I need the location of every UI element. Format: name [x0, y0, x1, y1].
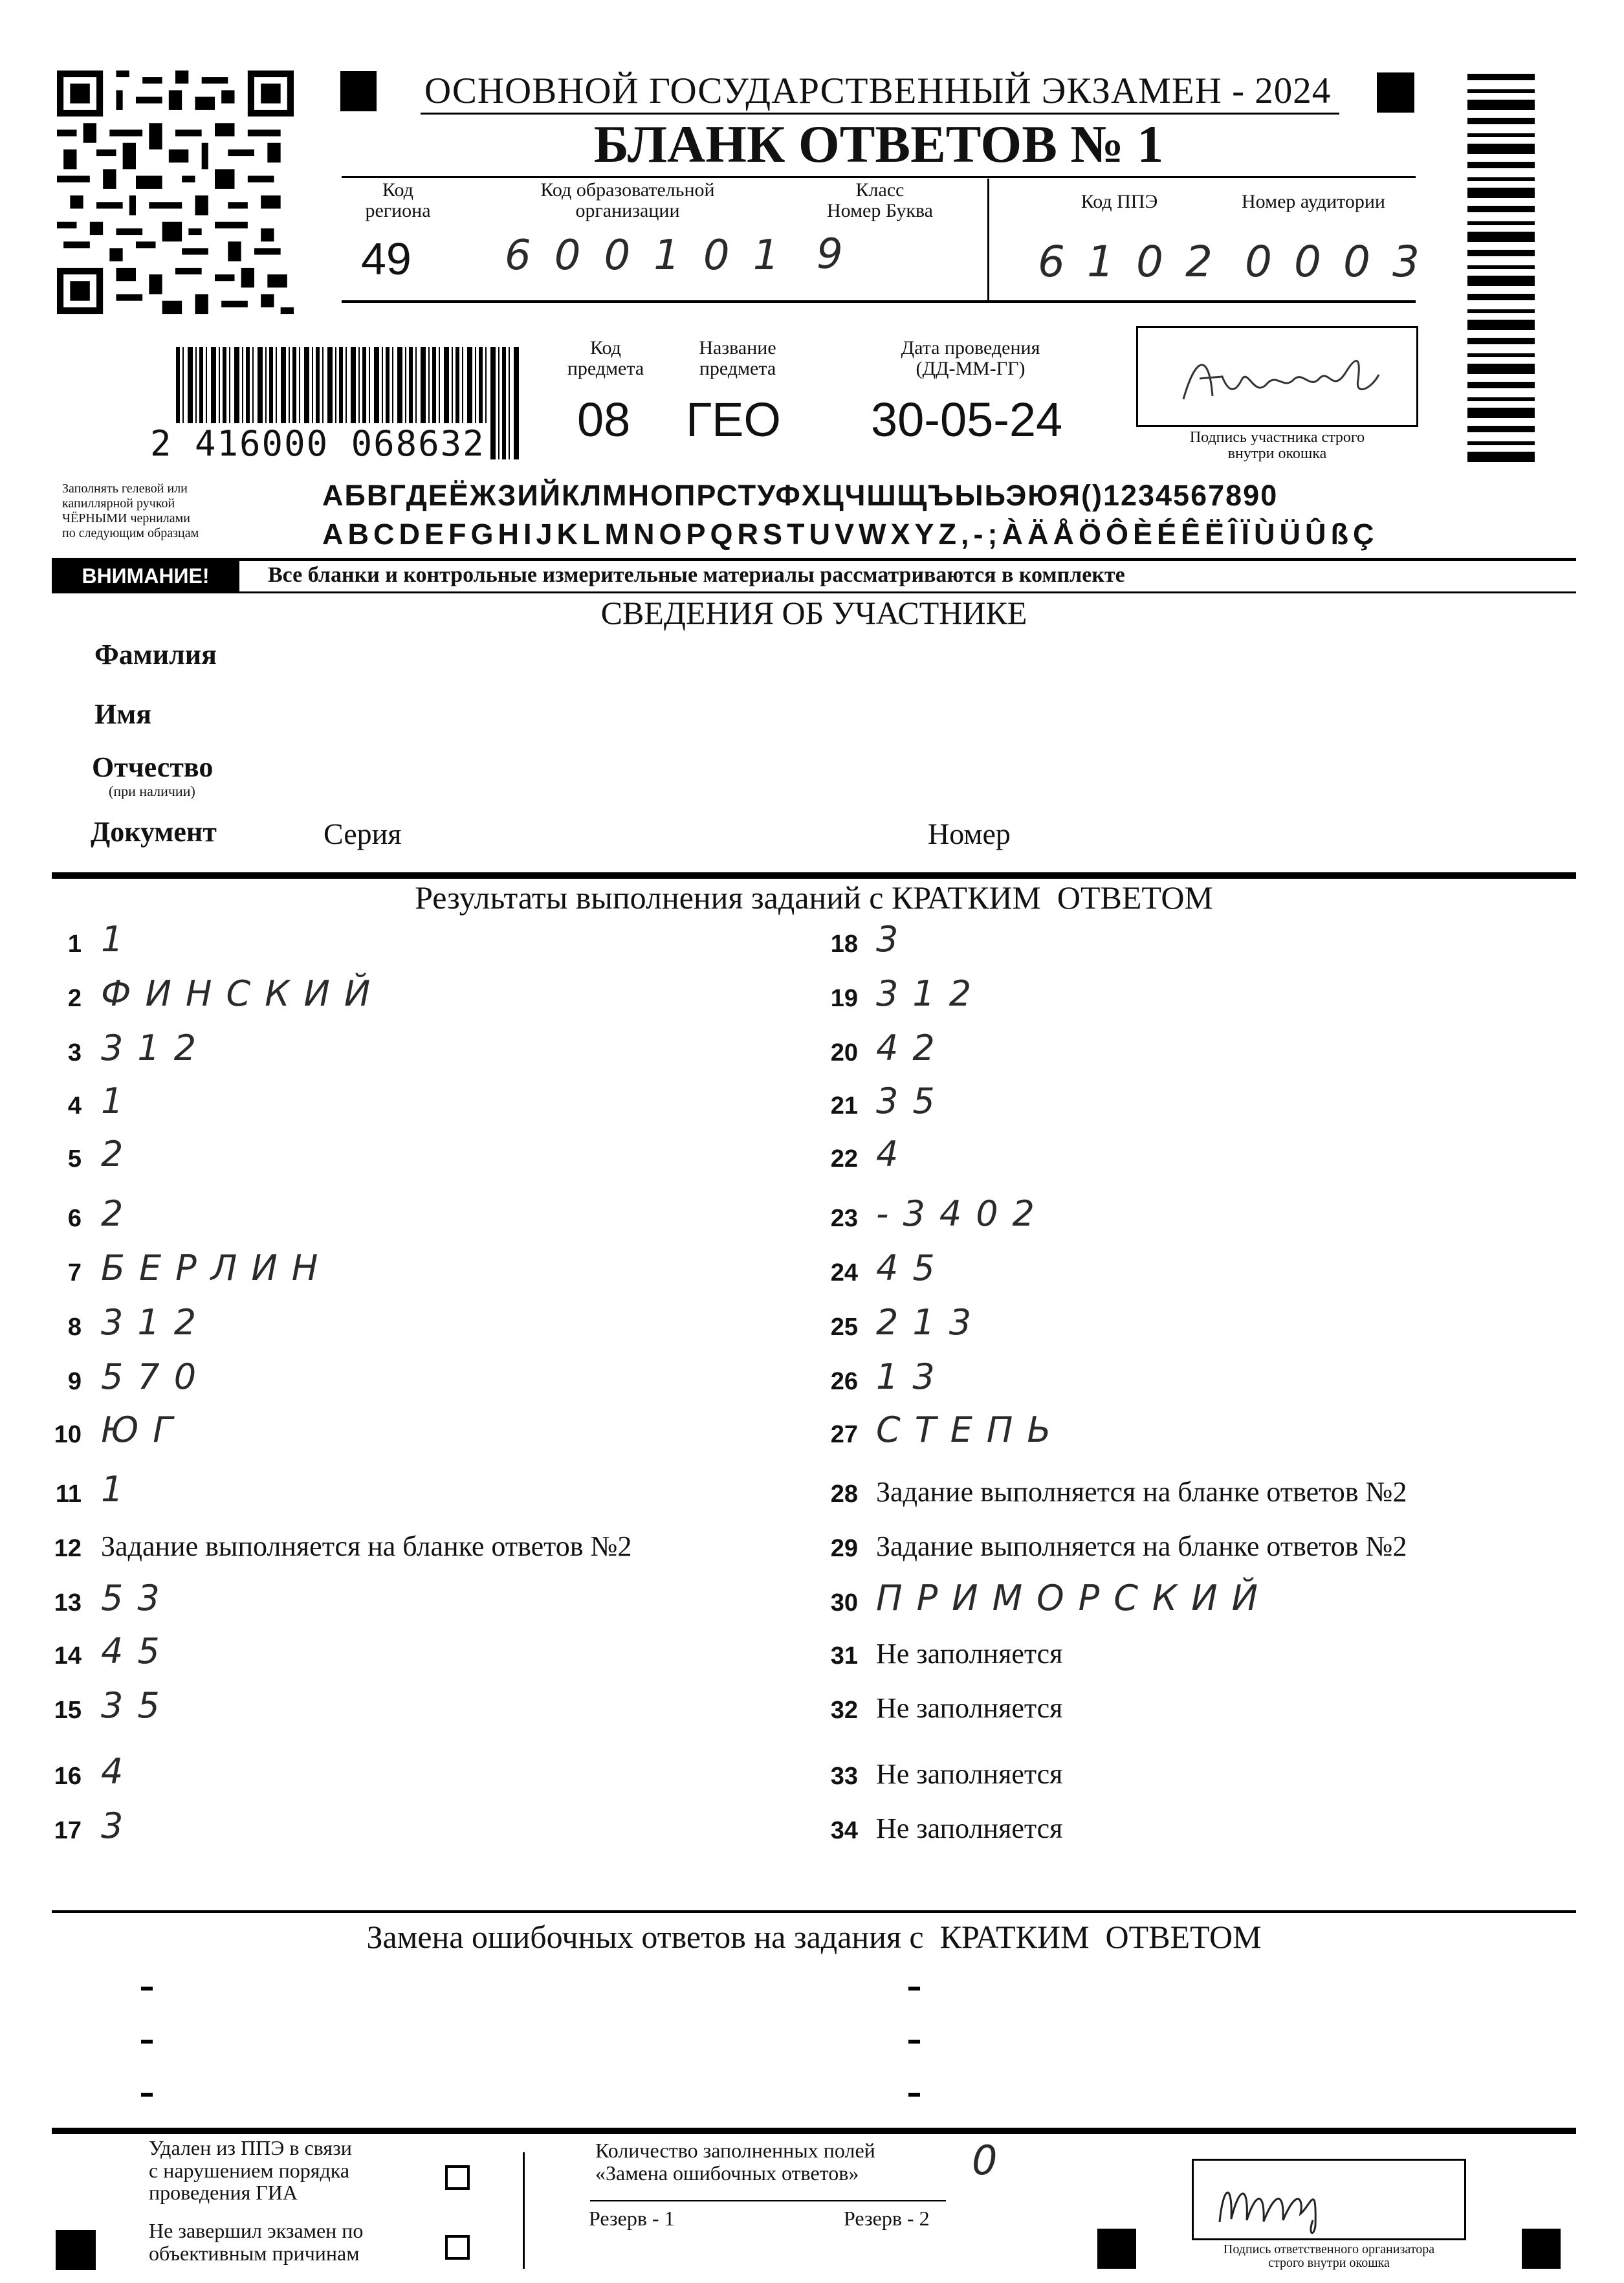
answer-number: 3 [67, 1039, 82, 1066]
header-box-divider [987, 179, 989, 302]
side-barcode [1467, 74, 1535, 470]
answer-number: 12 [54, 1535, 82, 1562]
answer-note: Задание выполняется на бланке ответов №2 [876, 1476, 1407, 1508]
reserve-1: Резерв - 1 [589, 2207, 675, 2230]
registration-marker-top-left [340, 71, 377, 111]
answer-number: 9 [67, 1368, 82, 1395]
form-title: БЛАНК ОТВЕТОВ № 1 [593, 115, 1164, 173]
removed-label: Удален из ППЭ в связи с нарушением порядка проведения ГИА [149, 2136, 352, 2205]
answer-note: Не заполняется [876, 1813, 1063, 1844]
date-label: Дата проведения (ДД-ММ-ГГ) [901, 337, 1040, 379]
answer-number: 20 [830, 1039, 858, 1066]
patronymic-label: Отчество [92, 751, 214, 783]
qr-code [57, 70, 294, 314]
answer-field[interactable]: БЕРЛИН [101, 1248, 333, 1288]
answer-number: 30 [830, 1589, 858, 1616]
answer-field[interactable]: ФИНСКИЙ [101, 973, 385, 1014]
answer-field[interactable]: 13 [876, 1356, 949, 1397]
replacement-count-label: Количество заполненных полей «Замена ошибочных ответов» [595, 2139, 875, 2185]
answer-number: 34 [830, 1817, 858, 1844]
answer-number: 10 [54, 1421, 82, 1448]
answer-field[interactable]: 1 [101, 1469, 138, 1510]
answer-number: 18 [830, 931, 858, 958]
region-label: Код региона [365, 179, 431, 221]
not-finished-label: Не завершил экзамен по объективным причинам [149, 2219, 364, 2265]
section-divider-1 [52, 872, 1576, 879]
answer-field[interactable]: 312 [101, 1028, 211, 1068]
answer-field[interactable]: 45 [101, 1631, 174, 1671]
sample-characters-cyrillic: АБВГДЕЁЖЗИЙКЛМНОПРСТУФХЦЧШЩЪЫЬЭЮЯ()1234567890 [322, 479, 1278, 512]
section-divider-3 [52, 2128, 1576, 2134]
header-box-bottom [342, 300, 1416, 303]
removed-checkbox[interactable] [445, 2165, 470, 2190]
section-divider-2 [52, 1910, 1576, 1913]
answer-field[interactable]: 570 [101, 1356, 211, 1397]
answer-field[interactable]: 4 [876, 1134, 913, 1175]
answer-field[interactable]: 45 [876, 1248, 949, 1288]
answer-number: 28 [830, 1481, 858, 1508]
answer-field[interactable]: 213 [876, 1302, 986, 1343]
answer-number: 4 [67, 1092, 82, 1119]
subject-name-label: Название предмета [699, 337, 776, 379]
organizer-signature [1194, 2161, 1464, 2238]
registration-marker-bottom-center [1097, 2229, 1136, 2269]
answer-field[interactable]: 1 [101, 919, 138, 960]
answer-field[interactable]: 2 [101, 1193, 138, 1234]
name-label: Имя [94, 698, 151, 730]
org-label: Код образовательной организации [540, 179, 715, 221]
answer-number: 27 [830, 1421, 858, 1448]
registration-marker-bottom-right [1522, 2229, 1561, 2269]
answer-number: 23 [830, 1205, 858, 1232]
answer-number: 2 [67, 985, 82, 1012]
count-underline [590, 2200, 946, 2201]
answer-field[interactable]: -3402 [876, 1193, 1049, 1234]
reserve-2: Резерв - 2 [844, 2207, 930, 2230]
fill-instructions: Заполнять гелевой или капиллярной ручкой ЧЁРНЫМИ чернилами по следующим образцам [62, 481, 199, 540]
answer-number: 13 [54, 1589, 82, 1616]
answer-note: Задание выполняется на бланке ответов №2 [876, 1530, 1407, 1562]
not-finished-checkbox[interactable] [445, 2235, 470, 2260]
answer-number: 19 [830, 985, 858, 1012]
answer-note: Не заполняется [876, 1692, 1063, 1724]
signature-caption: Подпись участника строго внутри окошка [1189, 429, 1365, 463]
answer-field[interactable]: 312 [876, 973, 986, 1014]
date-value: 30-05-24 [871, 393, 1063, 447]
answer-number: 29 [830, 1535, 858, 1562]
surname-label: Фамилия [94, 639, 217, 670]
number-label: Номер [928, 817, 1011, 850]
replacement-section-title: Замена ошибочных ответов на задания с КРАТКИМ ОТВЕТОМ [366, 1919, 1262, 1955]
series-label: Серия [324, 817, 402, 850]
ppe-value: 6102 [1038, 237, 1234, 287]
organizer-signature-caption: Подпись ответственного организатора строго внутри окошка [1223, 2242, 1435, 2270]
participant-signature [1138, 328, 1416, 425]
answer-number: 5 [67, 1145, 82, 1173]
replacement-count-value: 0 [972, 2137, 1012, 2184]
registration-marker-bottom-left [56, 2230, 96, 2270]
attention-bar-bottom [52, 591, 1576, 593]
class-label: Класс Номер Буква [826, 179, 934, 221]
document-label: Документ [91, 816, 217, 848]
answer-number: 17 [54, 1817, 82, 1844]
answer-field[interactable]: СТЕПЬ [876, 1409, 1066, 1450]
answer-number: 6 [67, 1205, 82, 1232]
replacement-dash-right-3[interactable] [908, 2093, 920, 2097]
answer-field[interactable]: 2 [101, 1134, 138, 1175]
participant-signature-box[interactable] [1136, 326, 1418, 427]
subject-code-label: Код предмета [567, 337, 644, 379]
region-value: 49 [361, 234, 411, 284]
subject-code-value: 08 [577, 393, 631, 447]
answer-number: 24 [830, 1259, 858, 1286]
sample-characters-latin: ABCDEFGHIJKLMNOPQRSTUVWXYZ,-;ÀÄÅÖÔÈÉÊËÎÏÙÜÛßÇ [322, 518, 1379, 551]
answer-number: 1 [67, 931, 82, 958]
exam-title: ОСНОВНОЙ ГОСУДАРСТВЕННЫЙ ЭКЗАМЕН - 2024 [424, 71, 1332, 111]
participant-section-title: СВЕДЕНИЯ ОБ УЧАСТНИКЕ [600, 595, 1027, 631]
barcode-number: 2 416000 068632 [148, 423, 488, 464]
replacement-dash-right-1[interactable] [908, 1987, 920, 1991]
attention-text: Все бланки и контрольные измерительные материалы рассматриваются в комплекте [268, 563, 1125, 587]
answer-number: 11 [55, 1481, 82, 1508]
answer-number: 31 [830, 1642, 858, 1670]
registration-marker-top-right [1377, 72, 1414, 113]
patronymic-note: (при наличии) [109, 783, 195, 799]
footer-divider [523, 2152, 525, 2269]
answer-number: 32 [830, 1697, 858, 1724]
answer-number: 8 [67, 1314, 82, 1341]
answer-number: 22 [830, 1145, 858, 1173]
answer-field[interactable]: 3 [876, 919, 913, 960]
answers-section-title: Результаты выполнения заданий с КРАТКИМ ОТВЕТОМ [415, 879, 1213, 916]
answer-number: 33 [830, 1763, 858, 1790]
room-value: 0003 [1245, 237, 1442, 287]
attention-bar-top [52, 558, 1576, 561]
answer-field[interactable]: ПРИМОРСКИЙ [876, 1578, 1273, 1618]
attention-badge: ВНИМАНИЕ! [52, 560, 239, 591]
organizer-signature-box[interactable] [1192, 2159, 1466, 2240]
class-value: 9 [817, 230, 857, 278]
replacement-dash-left-1[interactable] [141, 1987, 153, 1991]
answer-note: Не заполняется [876, 1758, 1063, 1790]
answer-number: 7 [67, 1259, 82, 1286]
answer-number: 25 [830, 1314, 858, 1341]
org-value: 600101 [505, 232, 803, 280]
answer-number: 14 [54, 1642, 82, 1670]
answer-field[interactable]: 312 [101, 1302, 211, 1343]
answer-field[interactable]: 1 [101, 1081, 138, 1121]
answer-field[interactable]: 3 [101, 1805, 138, 1846]
ppe-label: Код ППЭ [1081, 191, 1158, 212]
subject-name-value: ГЕО [686, 393, 781, 447]
replacement-dash-right-2[interactable] [908, 2040, 920, 2044]
answer-note: Не заполняется [876, 1638, 1063, 1670]
answer-number: 26 [830, 1368, 858, 1395]
answer-note: Задание выполняется на бланке ответов №2 [101, 1530, 632, 1562]
answer-number: 16 [54, 1763, 82, 1790]
answer-number: 15 [54, 1697, 82, 1724]
header-box-top [342, 176, 1416, 178]
replacement-dash-left-3[interactable] [141, 2093, 153, 2097]
answer-field[interactable]: 4 [101, 1751, 138, 1792]
answer-field[interactable]: ЮГ [101, 1409, 187, 1450]
room-label: Номер аудитории [1242, 191, 1385, 212]
answer-field[interactable]: 35 [101, 1685, 174, 1726]
answer-field[interactable]: 53 [101, 1578, 174, 1618]
answer-field[interactable]: 42 [876, 1028, 949, 1068]
answer-number: 21 [830, 1092, 858, 1119]
replacement-dash-left-2[interactable] [141, 2040, 153, 2044]
answer-field[interactable]: 35 [876, 1081, 949, 1121]
